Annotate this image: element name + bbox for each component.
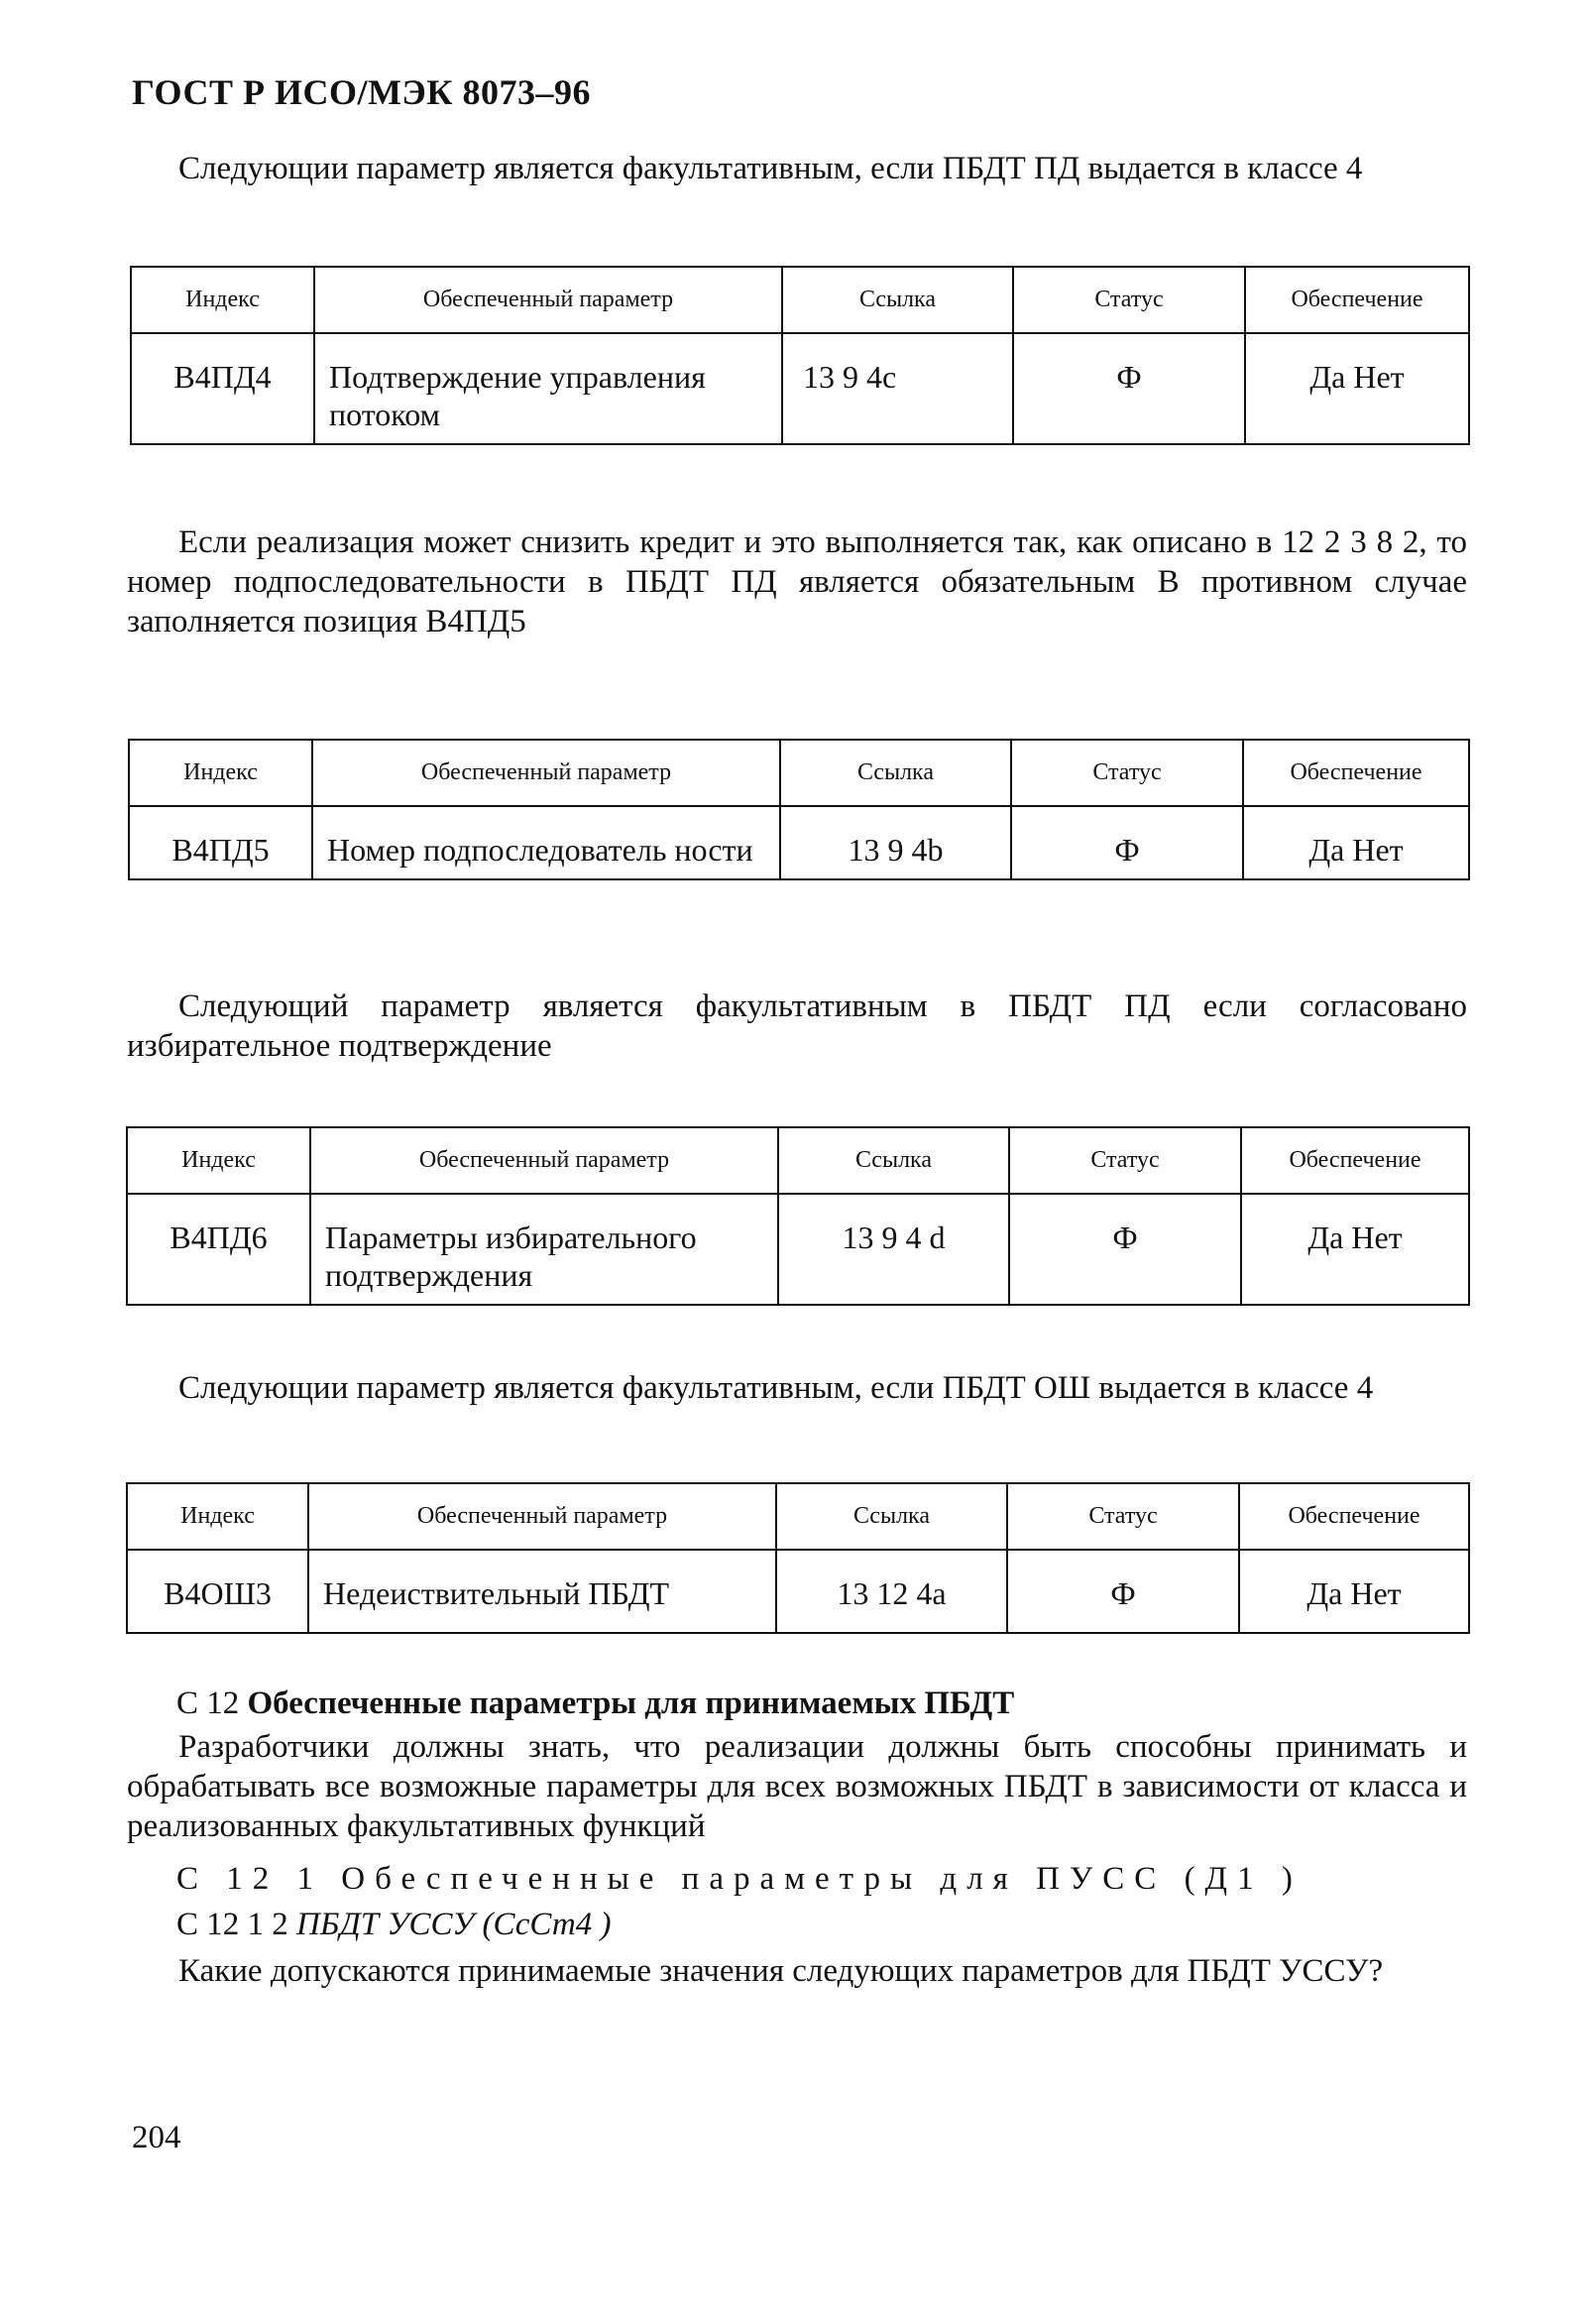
document-header: ГОСТ Р ИСО/МЭК 8073–96: [132, 72, 591, 112]
header-index: Индекс: [129, 740, 312, 806]
header-param: Обеспеченный параметр: [312, 740, 780, 806]
header-status: Статус: [1011, 740, 1243, 806]
cell-support: Да Нет: [1245, 333, 1469, 444]
subsection-number: С 12 1 2: [176, 1907, 288, 1942]
subsection-heading-1: С 12 1 Обеспеченные параметры для ПУСС (Д1 ): [176, 1861, 1303, 1897]
parameter-table-3: [126, 1126, 1470, 1306]
header-ref: Ссылка: [780, 740, 1011, 806]
parameter-table-2: [128, 739, 1470, 880]
header-index: Индекс: [127, 1127, 310, 1194]
cell-support: Да Нет: [1241, 1194, 1469, 1305]
table-row: [131, 333, 1469, 444]
cell-param: Номер подпоследователь ности: [312, 806, 780, 879]
cell-status: Ф: [1013, 333, 1245, 444]
cell-param: Параметры избирательного подтверждения: [310, 1194, 778, 1305]
table-header-row: [131, 267, 1469, 333]
table-header-row: [127, 1483, 1469, 1550]
header-status: Статус: [1013, 267, 1245, 333]
header-param: Обеспеченный параметр: [310, 1127, 778, 1194]
table-row: [127, 1550, 1469, 1633]
header-status: Статус: [1009, 1127, 1241, 1194]
header-ref: Ссылка: [778, 1127, 1009, 1194]
cell-ref: 13 9 4c: [782, 333, 1013, 444]
cell-ref: 13 9 4 d: [778, 1194, 1009, 1305]
subsection-title: ПБДТ УССУ (СсСт4 ): [296, 1907, 612, 1942]
parameter-table-1: [130, 266, 1470, 445]
section-title: Обеспеченные параметры для принимаемых ПБДТ: [247, 1685, 1015, 1721]
cell-param: Подтверждение управления потоком: [314, 333, 782, 444]
table-row: [129, 806, 1469, 879]
table-row: [127, 1194, 1469, 1305]
cell-param: Недеиствительный ПБДТ: [308, 1550, 776, 1633]
cell-support: Да Нет: [1239, 1550, 1469, 1633]
header-support: Обеспечение: [1241, 1127, 1469, 1194]
paragraph-6: Какие допускаются принимаемые значения следующих параметров для ПБДТ УССУ?: [178, 1953, 1384, 1989]
paragraph-3: Следующий параметр является факультативным в ПБДТ ПД если согласовано избирательное подтверждение: [127, 988, 1467, 1064]
header-support: Обеспечение: [1239, 1483, 1469, 1550]
header-support: Обеспечение: [1243, 740, 1469, 806]
header-status: Статус: [1007, 1483, 1239, 1550]
header-support: Обеспечение: [1245, 267, 1469, 333]
cell-status: Ф: [1007, 1550, 1239, 1633]
cell-ref: 13 12 4a: [776, 1550, 1007, 1633]
cell-ref: 13 9 4b: [780, 806, 1011, 879]
parameter-table-4: [126, 1482, 1470, 1634]
table-header-row: [127, 1127, 1469, 1194]
section-heading: [176, 1685, 1014, 1722]
section-number: С 12: [176, 1685, 240, 1721]
header-param: Обеспеченный параметр: [314, 267, 782, 333]
cell-index: В4ПД6: [127, 1194, 310, 1305]
header-index: Индекс: [127, 1483, 308, 1550]
header-ref: Ссылка: [776, 1483, 1007, 1550]
header-index: Индекс: [131, 267, 314, 333]
cell-support: Да Нет: [1243, 806, 1469, 879]
paragraph-5: Разработчики должны знать, что реализации должны быть способны принимать и обрабатывать все возможные параметры для всех возможных ПБДТ в зависимости от класса и реализованных факультативных функций: [127, 1729, 1467, 1844]
paragraph-2: Если реализация может снизить кредит и это выполняется так, как описано в 12 2 3 8 2, то номер подпоследовательности в ПБДТ ПД является обязательным В противном случае заполняется позиция В4ПД5: [127, 524, 1467, 639]
paragraph-4: Следующии параметр является факультативным, если ПБДТ ОШ выдается в классе 4: [178, 1370, 1374, 1406]
table-header-row: [129, 740, 1469, 806]
cell-status: Ф: [1009, 1194, 1241, 1305]
header-ref: Ссылка: [782, 267, 1013, 333]
header-param: Обеспеченный параметр: [308, 1483, 776, 1550]
paragraph-1: Следующии параметр является факультативным, если ПБДТ ПД выдается в классе 4: [178, 151, 1363, 186]
cell-index: В4ПД5: [129, 806, 312, 879]
cell-index: В4ОШ3: [127, 1550, 308, 1633]
page-number: 204: [132, 2120, 181, 2155]
cell-status: Ф: [1011, 806, 1243, 879]
cell-index: В4ПД4: [131, 333, 314, 444]
subsection-heading-2: [176, 1907, 611, 1943]
